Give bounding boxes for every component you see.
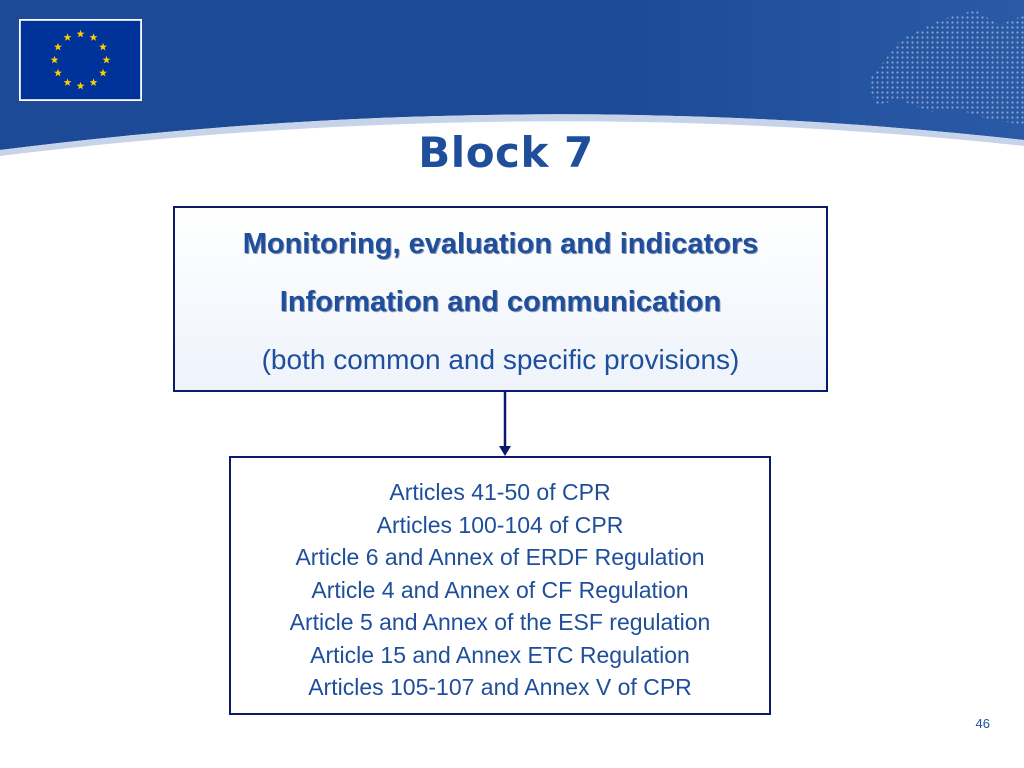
articles-box (229, 456, 771, 715)
article-item: Articles 100-104 of CPR (376, 511, 624, 538)
star-icon (103, 56, 111, 64)
topic-line-monitoring: Monitoring, evaluation and indicators (242, 228, 759, 260)
star-icon (90, 78, 98, 86)
topic-line-provisions: (both common and specific provisions) (261, 344, 740, 375)
article-item: Articles 41-50 of CPR (389, 479, 611, 505)
page-number: 46 (975, 716, 990, 731)
article-item: Article 15 and Annex ETC Regulation (310, 641, 690, 668)
article-item: Article 5 and Annex of the ESF regulation (289, 609, 711, 635)
star-icon (90, 33, 98, 41)
star-icon (64, 78, 72, 86)
star-icon (99, 69, 107, 77)
eu-stars (21, 21, 140, 99)
topic-box (173, 206, 828, 392)
star-icon (64, 33, 72, 41)
article-item: Article 4 and Annex of CF Regulation (311, 576, 689, 603)
star-icon (77, 30, 85, 38)
eu-flag-logo (20, 20, 141, 100)
star-icon (54, 69, 62, 77)
article-item: Article 6 and Annex of ERDF Regulation (295, 544, 705, 570)
topic-line-information: Information and communication (279, 286, 722, 318)
slide-title: Block 7 (418, 128, 594, 177)
star-icon (77, 82, 85, 90)
star-icon (51, 56, 59, 64)
article-item: Articles 105-107 and Annex V of CPR (308, 674, 692, 700)
star-icon (54, 43, 62, 51)
star-icon (99, 43, 107, 51)
